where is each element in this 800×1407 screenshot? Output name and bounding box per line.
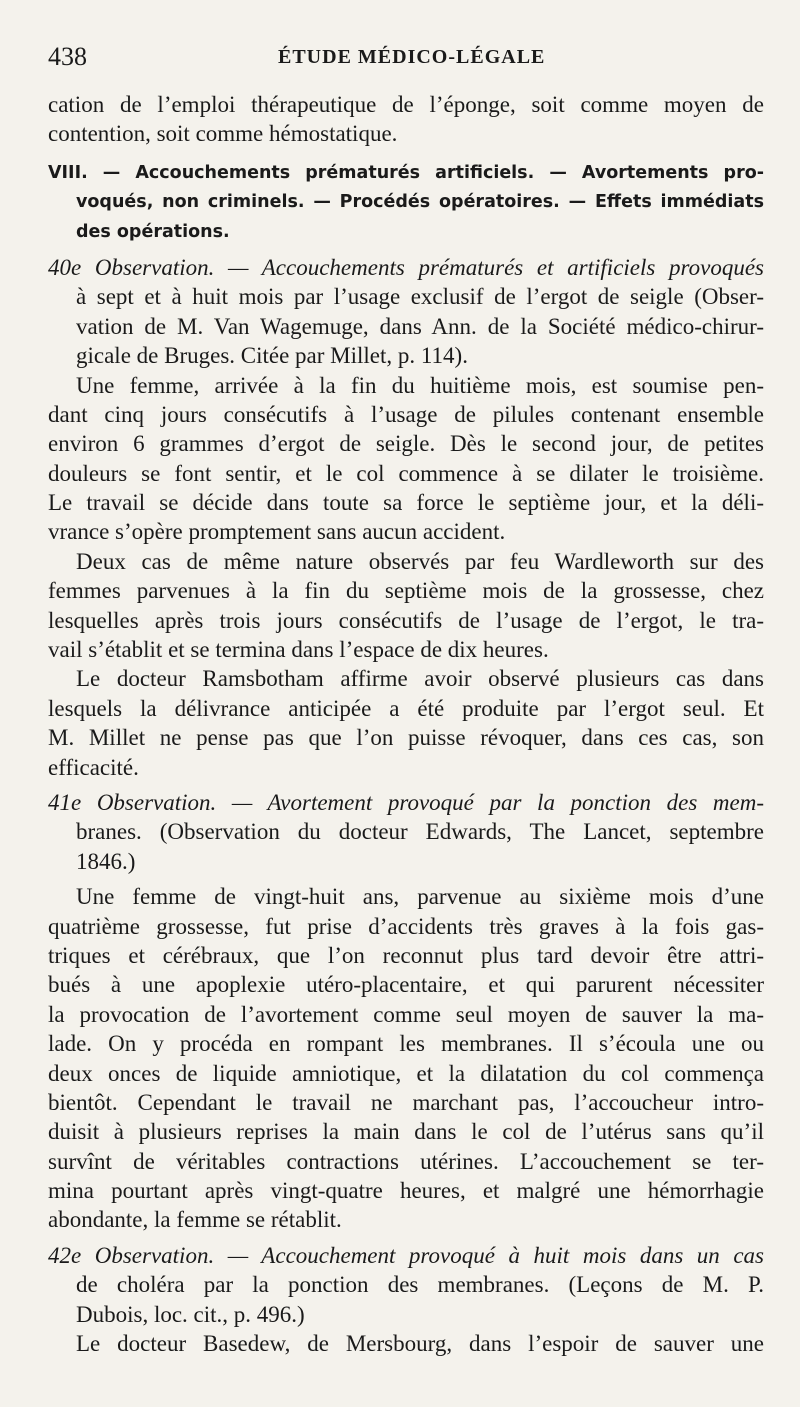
- text-line: Le docteur Ramsbotham affirme avoir observé plusieurs cas dans: [76, 666, 764, 692]
- text-line: la provocation de l’avortement comme seul moyen de sauver la ma-: [48, 1001, 764, 1027]
- observation-heading: 41e Observation. — Avortement provoqué par la ponction des mem-: [48, 789, 764, 815]
- text-line: Une femme de vingt-huit ans, parvenue au sixième mois d’une: [76, 884, 764, 910]
- text-line: survînt de véritables contractions utérines. L’accouchement se ter-: [48, 1148, 764, 1174]
- observation-heading: à sept et à huit mois par l’usage exclusif de l’ergot de seigle (Obser-: [76, 284, 764, 310]
- observation-heading: de choléra par la ponction des membranes. (Leçons de M. P.: [76, 1272, 764, 1298]
- page-header: [48, 42, 760, 76]
- text-line: Deux cas de même nature observés par feu Wardleworth sur des: [76, 548, 764, 574]
- text-line: triques et cérébraux, que l’on reconnut plus tard devoir être attri-: [48, 942, 764, 968]
- text-line: douleurs se font sentir, et le col commence à se dilater le troisième.: [48, 460, 764, 486]
- section-heading: voqués, non criminels. — Procédés opératoires. — Effets immédiats: [76, 192, 764, 213]
- observation-heading: 1846.): [76, 848, 136, 874]
- observation-heading: 42e Observation. — Accouchement provoqué à huit mois dans un cas: [48, 1242, 764, 1268]
- text-line: deux onces de liquide amniotique, et la dilatation du col commença: [48, 1060, 764, 1086]
- text-line: duisit à plusieurs reprises la main dans le col de l’utérus sans qu’il: [48, 1119, 764, 1145]
- text-line: mina pourtant après vingt-quatre heures, et malgré une hémorrhagie: [48, 1178, 764, 1204]
- page-number: 438: [48, 42, 87, 71]
- text-line: Le travail se décide dans toute sa force le septième jour, et la déli-: [48, 490, 764, 516]
- text-line: vail s’établit et se termina dans l’espace de dix heures.: [48, 637, 549, 663]
- text-line: lade. On y procéda en rompant les membranes. Il s’écoula une ou: [48, 1031, 764, 1057]
- text-line: lesquels la délivrance anticipée a été produite par l’ergot seul. Et: [48, 695, 764, 721]
- text-line: contention, soit comme hémostatique.: [48, 121, 398, 147]
- text-line: abondante, la femme se rétablit.: [48, 1207, 342, 1233]
- text-line: dant cinq jours consécutifs à l’usage de pilules contenant ensemble: [48, 401, 764, 427]
- text-line: bientôt. Cependant le travail ne marchant pas, l’accoucheur intro-: [48, 1089, 764, 1115]
- observation-heading: Dubois, loc. cit., p. 496.): [76, 1301, 305, 1327]
- text-line: environ 6 grammes d’ergot de seigle. Dès le second jour, de petites: [48, 431, 764, 457]
- body-text: [48, 90, 764, 1358]
- text-line: quatrième grossesse, fut prise d’accidents très graves à la fois gas-: [48, 913, 764, 939]
- text-line: efficacité.: [48, 754, 139, 780]
- text-line: M. Millet ne pense pas que l’on puisse révoquer, dans ces cas, son: [48, 725, 764, 751]
- observation-heading: gicale de Bruges. Citée par Millet, p. 114).: [76, 343, 468, 369]
- observation-heading: branes. (Observation du docteur Edwards, The Lancet, septembre: [76, 819, 764, 845]
- text-line: femmes parvenues à la fin du septième mois de la grossesse, chez: [48, 578, 764, 604]
- section-heading: des opérations.: [76, 221, 230, 242]
- text-line: cation de l’emploi thérapeutique de l’éponge, soit comme moyen de: [48, 92, 764, 117]
- running-head: ÉTUDE MÉDICO-LÉGALE: [278, 46, 546, 68]
- text-line: Une femme, arrivée à la fin du huitième mois, est soumise pen-: [76, 372, 764, 398]
- text-line: lesquelles après trois jours consécutifs de l’usage de l’ergot, le tra-: [48, 607, 764, 633]
- section-heading: VIII. — Accouchements prématurés artificiels. — Avortements pro-: [48, 162, 764, 183]
- text-line: bués à une apoplexie utéro-placentaire, et qui parurent nécessiter: [48, 972, 764, 998]
- observation-heading: 40e Observation. — Accouchements prématurés et artificiels provoqués: [48, 254, 764, 280]
- text-line: vrance s’opère promptement sans aucun accident.: [48, 519, 506, 545]
- text-line: Le docteur Basedew, de Mersbourg, dans l’espoir de sauver une: [76, 1331, 764, 1357]
- observation-heading: vation de M. Van Wagemuge, dans Ann. de la Société médico-chirur-: [76, 313, 764, 339]
